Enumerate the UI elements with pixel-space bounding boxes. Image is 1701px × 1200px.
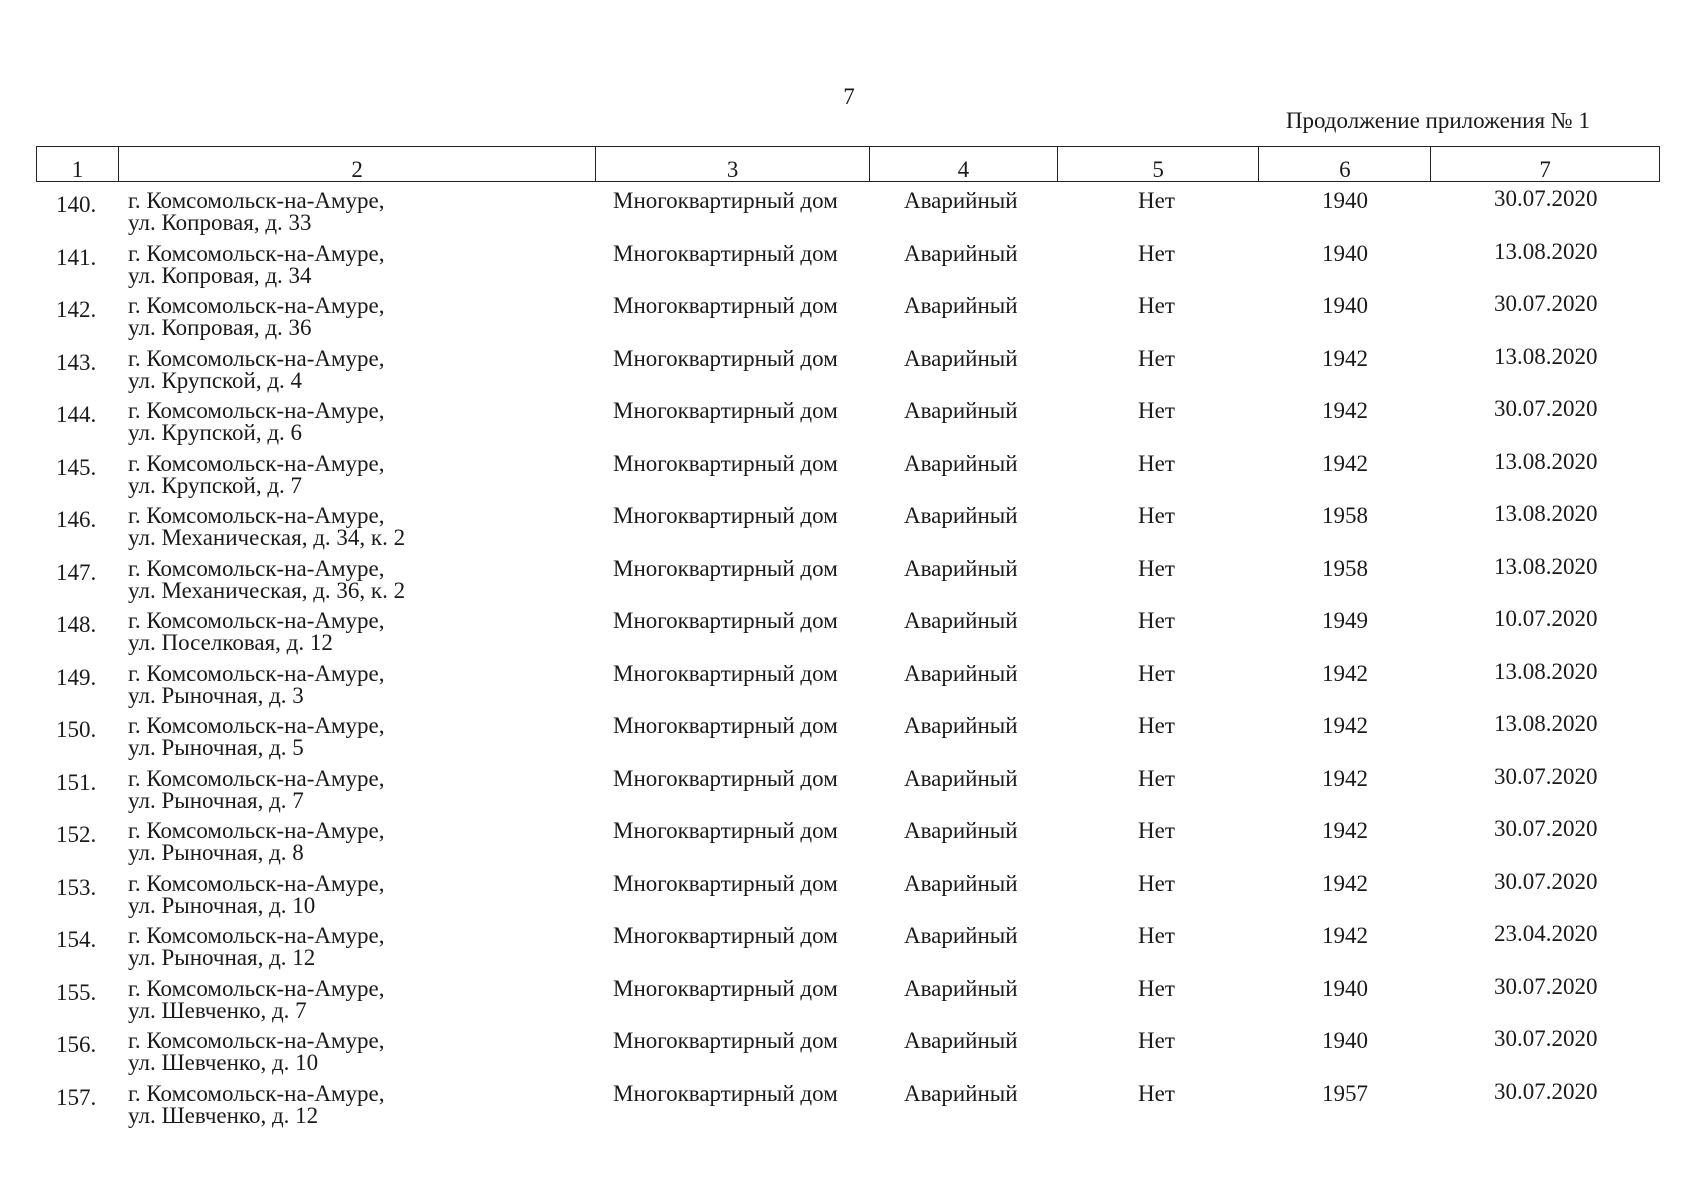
address-city: г. Комсомольск-на-Амуре, (128, 608, 385, 633)
table-body (36, 186, 1660, 1135)
row-number: 145. (56, 454, 97, 480)
address-city: г. Комсомольск-на-Амуре, (128, 293, 385, 318)
construction-year: 1942 (1322, 345, 1368, 371)
reserve-flag: Нет (1138, 660, 1175, 686)
construction-year: 1940 (1322, 240, 1368, 266)
recognition-date: 30.07.2020 (1494, 973, 1598, 999)
table-row (36, 238, 1660, 296)
building-state: Аварийный (904, 240, 1018, 266)
building-state: Аварийный (904, 293, 1018, 318)
building-state: Аварийный (904, 450, 1018, 476)
row-number: 146. (56, 507, 97, 532)
row-number: 142. (56, 297, 97, 322)
building-type: Многоквартирный дом (613, 923, 838, 948)
building-type: Многоквартирный дом (613, 975, 838, 1001)
construction-year: 1940 (1322, 975, 1368, 1001)
address-street: ул. Шевченко, д. 12 (128, 1102, 319, 1128)
address-street: ул. Рыночная, д. 3 (128, 682, 304, 708)
table-row (36, 921, 1660, 978)
table-row (36, 343, 1660, 401)
address-cell (128, 555, 406, 603)
reserve-flag: Нет (1138, 345, 1175, 371)
address-cell (128, 820, 384, 864)
reserve-flag: Нет (1138, 608, 1175, 633)
building-state: Аварийный (904, 345, 1018, 371)
address-street: ул. Крупской, д. 7 (128, 472, 303, 498)
column-header-6: 6 (1259, 147, 1431, 181)
reserve-flag: Нет (1138, 923, 1175, 948)
address-street: ул. Рыночная, д. 10 (128, 892, 316, 918)
address-street: ул. Копровая, д. 34 (128, 262, 312, 288)
building-type: Многоквартирный дом (613, 870, 838, 896)
building-state: Аварийный (904, 660, 1018, 686)
appendix-continuation-label: Продолжение приложения № 1 (1285, 108, 1590, 133)
address-cell (128, 870, 385, 918)
building-state: Аварийный (904, 923, 1018, 948)
building-type: Многоквартирный дом (613, 765, 838, 791)
table-row (36, 973, 1660, 1031)
building-state: Аварийный (904, 975, 1018, 1001)
recognition-date: 30.07.2020 (1494, 763, 1598, 789)
reserve-flag: Нет (1138, 1080, 1175, 1106)
table-row (36, 396, 1660, 453)
table-row (36, 868, 1660, 926)
building-type: Многоквартирный дом (613, 818, 838, 843)
column-header-5: 5 (1058, 147, 1260, 181)
address-cell (128, 765, 385, 813)
column-header-4: 4 (870, 147, 1058, 181)
row-number: 155. (56, 979, 97, 1005)
construction-year: 1942 (1322, 870, 1368, 896)
reserve-flag: Нет (1138, 1028, 1175, 1053)
building-state: Аварийный (904, 765, 1018, 791)
address-cell (128, 240, 385, 288)
column-header-7: 7 (1539, 157, 1551, 181)
reserve-flag: Нет (1138, 870, 1175, 896)
column-header-2: 2 (119, 147, 596, 181)
recognition-date: 30.07.2020 (1494, 1078, 1598, 1104)
building-state: Аварийный (904, 870, 1018, 896)
address-cell (128, 925, 384, 969)
row-number: 156. (56, 1032, 97, 1057)
table-row (36, 501, 1660, 558)
address-city: г. Комсомольск-на-Амуре, (128, 503, 385, 528)
address-cell (128, 400, 384, 444)
address-street: ул. Рыночная, д. 7 (128, 787, 304, 813)
address-city: г. Комсомольск-на-Амуре, (128, 713, 385, 738)
address-city: г. Комсомольск-на-Амуре, (128, 398, 385, 423)
reserve-flag: Нет (1138, 293, 1175, 318)
address-city: г. Комсомольск-на-Амуре, (128, 1028, 385, 1053)
address-cell (128, 1030, 384, 1074)
recognition-date: 30.07.2020 (1494, 816, 1598, 841)
construction-year: 1942 (1322, 398, 1368, 423)
page-number: 7 (843, 84, 855, 109)
recognition-date: 30.07.2020 (1494, 186, 1598, 211)
address-city: г. Комсомольск-на-Амуре, (128, 975, 385, 1001)
address-city: г. Комсомольск-на-Амуре, (128, 765, 385, 791)
address-city: г. Комсомольск-на-Амуре, (128, 555, 385, 581)
reserve-flag: Нет (1138, 555, 1175, 581)
table-row (36, 553, 1660, 611)
recognition-date: 13.08.2020 (1494, 448, 1598, 474)
building-type: Многоквартирный дом (613, 188, 838, 213)
table-row (36, 448, 1660, 506)
address-city: г. Комсомольск-на-Амуре, (128, 660, 385, 686)
address-cell (128, 1080, 385, 1128)
construction-year: 1940 (1322, 1028, 1368, 1053)
recognition-date: 30.07.2020 (1494, 396, 1598, 421)
address-city: г. Комсомольск-на-Амуре, (128, 240, 385, 266)
address-cell (128, 715, 384, 759)
address-cell (128, 505, 405, 549)
address-street: ул. Механическая, д. 36, к. 2 (128, 577, 406, 603)
reserve-flag: Нет (1138, 398, 1175, 423)
table-row (36, 1078, 1660, 1136)
address-cell (128, 610, 384, 654)
address-street: ул. Рыночная, д. 5 (128, 735, 304, 760)
building-state: Аварийный (904, 188, 1018, 213)
recognition-date: 10.07.2020 (1494, 606, 1598, 631)
table-header (36, 146, 1660, 182)
address-city: г. Комсомольск-на-Амуре, (128, 818, 385, 843)
reserve-flag: Нет (1138, 713, 1175, 738)
address-city: г. Комсомольск-на-Амуре, (128, 450, 385, 476)
recognition-date: 13.08.2020 (1494, 501, 1598, 526)
construction-year: 1958 (1322, 503, 1368, 528)
address-city: г. Комсомольск-на-Амуре, (128, 870, 385, 896)
table-row (36, 816, 1660, 873)
reserve-flag: Нет (1138, 765, 1175, 791)
row-number: 147. (56, 559, 97, 585)
recognition-date: 13.08.2020 (1494, 553, 1598, 579)
address-street: ул. Шевченко, д. 7 (128, 997, 307, 1023)
building-type: Многоквартирный дом (613, 608, 838, 633)
address-city: г. Комсомольск-на-Амуре, (128, 1080, 385, 1106)
table-row (36, 1026, 1660, 1083)
building-state: Аварийный (904, 398, 1018, 423)
construction-year: 1942 (1322, 450, 1368, 476)
table-row (36, 763, 1660, 821)
address-city: г. Комсомольск-на-Амуре, (128, 188, 385, 213)
building-type: Многоквартирный дом (613, 293, 838, 318)
construction-year: 1942 (1322, 818, 1368, 843)
reserve-flag: Нет (1138, 188, 1175, 213)
building-state: Аварийный (904, 555, 1018, 581)
address-street: ул. Рыночная, д. 12 (128, 945, 316, 970)
recognition-date: 30.07.2020 (1494, 1026, 1598, 1051)
building-state: Аварийный (904, 818, 1018, 843)
recognition-date: 23.04.2020 (1494, 921, 1598, 946)
construction-year: 1957 (1322, 1080, 1368, 1106)
column-header-3: 3 (596, 147, 870, 181)
address-cell (128, 345, 385, 393)
building-state: Аварийный (904, 1080, 1018, 1106)
building-state: Аварийный (904, 503, 1018, 528)
row-number: 149. (56, 664, 97, 690)
table-row (36, 186, 1660, 243)
address-street: ул. Механическая, д. 34, к. 2 (128, 525, 406, 550)
construction-year: 1942 (1322, 713, 1368, 738)
construction-year: 1942 (1322, 765, 1368, 791)
recognition-date: 30.07.2020 (1494, 868, 1598, 894)
construction-year: 1942 (1322, 923, 1368, 948)
reserve-flag: Нет (1138, 818, 1175, 843)
table-row (36, 606, 1660, 663)
recognition-date: 13.08.2020 (1494, 343, 1598, 369)
reserve-flag: Нет (1138, 503, 1175, 528)
recognition-date: 13.08.2020 (1494, 711, 1598, 736)
building-type: Многоквартирный дом (613, 398, 838, 423)
address-city: г. Комсомольск-на-Амуре, (128, 345, 385, 371)
reserve-flag: Нет (1138, 450, 1175, 476)
building-state: Аварийный (904, 713, 1018, 738)
building-type: Многоквартирный дом (613, 1028, 838, 1053)
row-number: 153. (56, 874, 97, 900)
address-cell (128, 295, 384, 339)
construction-year: 1949 (1322, 608, 1368, 633)
building-type: Многоквартирный дом (613, 660, 838, 686)
address-street: ул. Поселковая, д. 12 (128, 630, 333, 655)
construction-year: 1942 (1322, 660, 1368, 686)
address-cell (128, 660, 385, 708)
address-street: ул. Рыночная, д. 8 (128, 840, 304, 865)
address-cell (128, 190, 384, 234)
row-number: 144. (56, 402, 97, 427)
address-cell (128, 450, 385, 498)
address-street: ул. Крупской, д. 6 (128, 420, 303, 445)
building-type: Многоквартирный дом (613, 1080, 838, 1106)
construction-year: 1940 (1322, 188, 1368, 213)
table-row (36, 658, 1660, 716)
address-street: ул. Шевченко, д. 10 (128, 1050, 319, 1075)
address-cell (128, 975, 385, 1023)
recognition-date: 30.07.2020 (1494, 291, 1598, 316)
reserve-flag: Нет (1138, 975, 1175, 1001)
row-number: 151. (56, 769, 97, 795)
row-number: 148. (56, 612, 97, 637)
row-number: 141. (56, 244, 97, 270)
recognition-date: 13.08.2020 (1494, 658, 1598, 684)
row-number: 152. (56, 822, 97, 847)
table-row (36, 711, 1660, 768)
construction-year: 1940 (1322, 293, 1368, 318)
building-type: Многоквартирный дом (613, 450, 838, 476)
table-row (36, 291, 1660, 348)
row-number: 140. (56, 192, 97, 217)
row-number: 157. (56, 1084, 97, 1110)
row-number: 143. (56, 349, 97, 375)
column-header-1: 1 (37, 147, 119, 181)
row-number: 154. (56, 927, 97, 952)
address-street: ул. Копровая, д. 33 (128, 210, 312, 235)
building-state: Аварийный (904, 608, 1018, 633)
building-type: Многоквартирный дом (613, 345, 838, 371)
building-type: Многоквартирный дом (613, 240, 838, 266)
recognition-date: 13.08.2020 (1494, 238, 1598, 264)
address-city: г. Комсомольск-на-Амуре, (128, 923, 385, 948)
address-street: ул. Копровая, д. 36 (128, 315, 312, 340)
building-state: Аварийный (904, 1028, 1018, 1053)
building-type: Многоквартирный дом (613, 713, 838, 738)
reserve-flag: Нет (1138, 240, 1175, 266)
building-type: Многоквартирный дом (613, 555, 838, 581)
construction-year: 1958 (1322, 555, 1368, 581)
row-number: 150. (56, 717, 97, 742)
building-type: Многоквартирный дом (613, 503, 838, 528)
address-street: ул. Крупской, д. 4 (128, 367, 303, 393)
